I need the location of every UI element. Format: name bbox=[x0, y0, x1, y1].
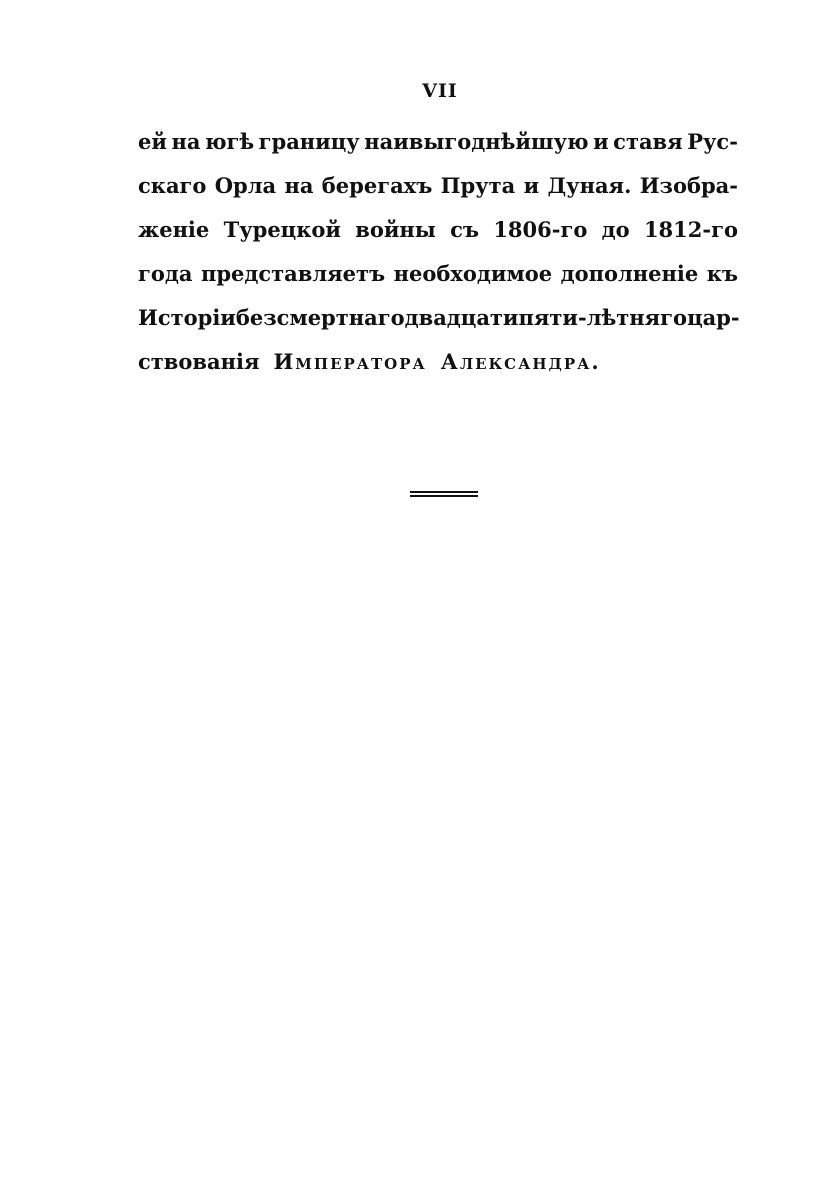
word: Дуная. bbox=[547, 173, 632, 198]
word: представляетъ bbox=[200, 261, 386, 286]
word: года bbox=[138, 261, 193, 286]
word: наивыгоднѣйшую bbox=[364, 129, 589, 154]
word: 1812-го bbox=[643, 217, 738, 242]
word: Рус- bbox=[687, 129, 738, 154]
text-line bbox=[138, 258, 738, 302]
word: на bbox=[171, 129, 201, 154]
word: ставя bbox=[613, 129, 683, 154]
word: необходимое bbox=[393, 261, 553, 286]
word: женіе bbox=[138, 217, 210, 242]
word: скаго bbox=[138, 173, 207, 198]
word: до bbox=[601, 217, 630, 242]
word: Александра. bbox=[440, 349, 601, 374]
word: Изобра- bbox=[639, 173, 738, 198]
word: Турецкой bbox=[223, 217, 341, 242]
body-text bbox=[138, 126, 738, 390]
word: Исторіи bbox=[138, 305, 236, 330]
word: 1806-го bbox=[493, 217, 588, 242]
word: берегахъ bbox=[321, 173, 433, 198]
text-line bbox=[138, 302, 738, 346]
word: къ bbox=[706, 261, 738, 286]
word: Орла bbox=[214, 173, 277, 198]
text-line bbox=[138, 214, 738, 258]
word: на bbox=[284, 173, 314, 198]
word: и bbox=[523, 173, 540, 198]
word: безсмертнаго bbox=[235, 305, 405, 330]
word: Императора bbox=[273, 349, 427, 374]
text-line bbox=[138, 126, 738, 170]
word: ствованія bbox=[138, 349, 260, 374]
word: съ bbox=[450, 217, 480, 242]
word: пяти-лѣтняго bbox=[518, 305, 688, 330]
word: ей bbox=[138, 129, 167, 154]
word: двадцати bbox=[404, 305, 519, 330]
word: Прута bbox=[440, 173, 516, 198]
text-line bbox=[138, 346, 738, 390]
word: цар- bbox=[687, 305, 740, 330]
word: югѣ bbox=[204, 129, 255, 154]
page-number: VII bbox=[422, 80, 458, 102]
text-line bbox=[138, 170, 738, 214]
section-separator bbox=[410, 491, 478, 498]
word: дополненіе bbox=[560, 261, 699, 286]
word: границу bbox=[258, 129, 360, 154]
word: войны bbox=[355, 217, 436, 242]
separator-rule bbox=[410, 495, 478, 497]
word: и bbox=[593, 129, 609, 154]
separator-rule bbox=[410, 491, 478, 493]
